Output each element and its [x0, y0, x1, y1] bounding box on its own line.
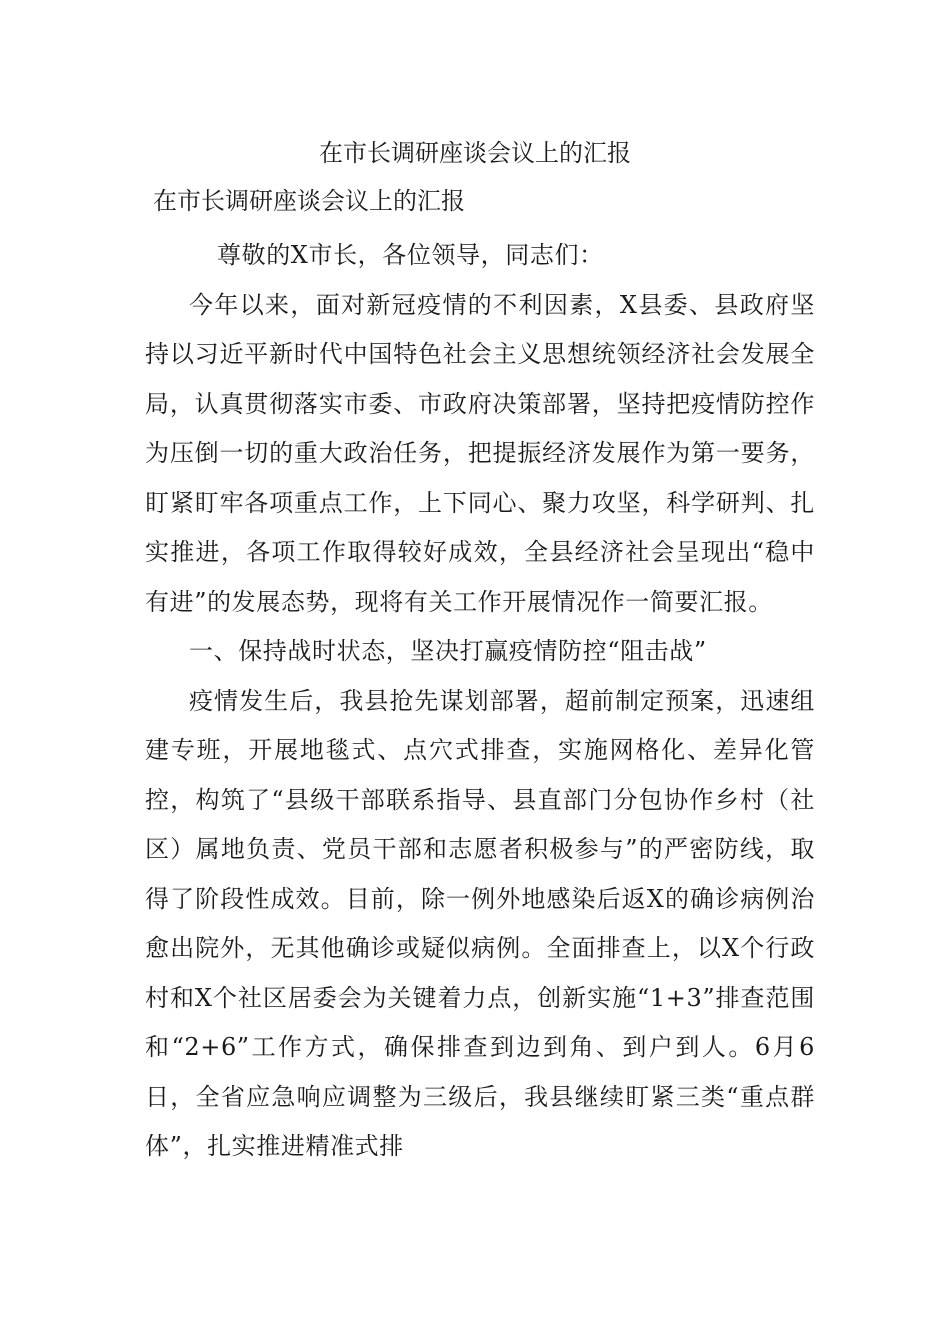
document-body: [145, 231, 815, 1172]
section-paragraph: 疫情发生后，我县抢先谋划部署，超前制定预案，迅速组建专班，开展地毯式、点穴式排查，实施网格化、差异化管控，构筑了“县级干部联系指导、县直部门分包协作乡村（社区）属地负责、党员干部和志愿者积极参与”的严密防线，取得了阶段性成效。目前，除一例外地感染后返X的确诊病例治愈出院外，无其他确诊或疑似病例。全面排查上，以X个行政村和X个社区居委会为关键着力点，创新实施“1+3”排查范围和“2+6”工作方式，确保排查到边到角、到户到人。6月6日，全省应急响应调整为三级后，我县继续盯紧三类“重点群体”，扎实推进精准式排: [145, 686, 815, 1160]
salutation: 尊敬的X市长，各位领导，同志们：: [217, 241, 604, 269]
intro-paragraph: 今年以来，面对新冠疫情的不利因素，X县委、县政府坚持以习近平新时代中国特色社会主义思想统领经济社会发展全局，认真贯彻落实市委、市政府决策部署，坚持把疫情防控作为压倒一切的重大政治任务，把提振经济发展作为第一要务，盯紧盯牢各项重点工作，上下同心、聚力攻坚，科学研判、扎实推进，各项工作取得较好成效，全县经济社会呈现出“稳中有进”的发展态势，现将有关工作开展情况作一简要汇报。: [145, 290, 815, 616]
section-heading: 一、保持战时状态，坚决打赢疫情防控“阻击战”: [189, 637, 707, 665]
document-title: 在市长调研座谈会议上的汇报: [319, 139, 631, 167]
document-subtitle: 在市长调研座谈会议上的汇报: [153, 187, 465, 215]
